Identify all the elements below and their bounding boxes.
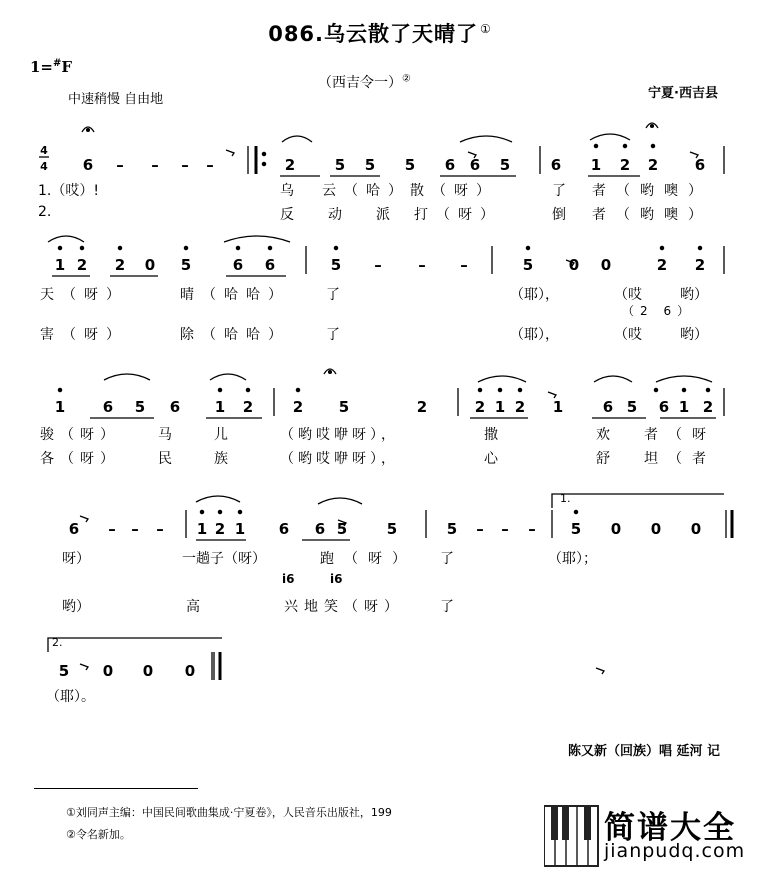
octave-dot <box>238 510 241 513</box>
lyric-2-5: 打（呀） <box>414 207 502 223</box>
octave-dot <box>118 246 121 249</box>
fermata-dot <box>651 125 654 128</box>
lyric-5-5: 撒 <box>484 427 498 443</box>
note: – <box>131 520 139 538</box>
note: 5 <box>499 156 511 174</box>
slur <box>590 134 630 140</box>
note: 2 <box>656 256 668 274</box>
octave-dot <box>498 388 501 391</box>
lyric-3-3: 了 <box>326 287 340 303</box>
tempo-marking: 中速稍慢 自由地 <box>68 92 164 107</box>
fermata-dot <box>329 371 332 374</box>
note: 2 <box>284 156 296 174</box>
octave-dot <box>651 144 654 147</box>
octave-dot <box>660 246 663 249</box>
note: 2 <box>292 398 304 416</box>
slur <box>210 374 246 380</box>
note: 1 <box>234 520 246 538</box>
note: 5 <box>58 662 70 680</box>
lyric-2-6: 倒 <box>552 207 566 223</box>
octave-dot <box>218 510 221 513</box>
note: – <box>460 256 468 274</box>
key-signature: 1=#F <box>30 58 73 76</box>
lyric-8-3: 兴地笑（呀） <box>284 599 404 615</box>
lyric-4-2: 除（哈哈） <box>180 327 290 343</box>
note: 5 <box>570 520 582 538</box>
note: 1 <box>494 398 506 416</box>
note: 5 <box>386 520 398 538</box>
lyric-3-6: 哟） <box>680 287 708 303</box>
lyric-6-6: 舒 <box>596 451 610 467</box>
lyric-7-2: 一趟子（呀） <box>182 551 266 567</box>
slur <box>196 496 240 502</box>
note: 0 <box>102 662 114 680</box>
lyric-7-1: 呀） <box>62 551 90 567</box>
octave-dot <box>654 388 657 391</box>
note: 5 <box>404 156 416 174</box>
octave-dot <box>184 246 187 249</box>
lyric-5-1: 骏（呀） <box>40 427 120 443</box>
note: 5 <box>522 256 534 274</box>
note: 0 <box>142 662 154 680</box>
grace-mark <box>80 664 88 670</box>
note: 6 <box>68 520 80 538</box>
note: 2 <box>619 156 631 174</box>
note: 5 <box>134 398 146 416</box>
lyric-4-1: 害（呀） <box>40 327 128 343</box>
note: – <box>181 156 189 174</box>
grace-mark <box>226 150 234 156</box>
volta-1-bracket <box>552 494 724 508</box>
note: 1 <box>54 398 66 416</box>
note: 0 <box>690 520 702 538</box>
watermark-url: jianpudq.com <box>604 840 746 862</box>
lyric-3-5: （哎 <box>614 287 642 303</box>
lyric-3-1: 天（呀） <box>40 287 128 303</box>
octave-dot <box>268 246 271 249</box>
octave-dot <box>246 388 249 391</box>
lyric-5-3: 儿 <box>214 427 228 443</box>
lyric-9-1: （耶）。 <box>46 689 95 705</box>
note: 2 <box>702 398 714 416</box>
time-sig-top: 4 <box>40 144 48 157</box>
slur <box>48 236 84 242</box>
alt-notes: （2 6） <box>622 304 696 318</box>
note: 2 <box>416 398 428 416</box>
lyric-5-7: 者（呀 <box>644 427 716 443</box>
time-sig-bottom: 4 <box>40 160 48 173</box>
note: 6 <box>264 256 276 274</box>
volta-1-label: 1. <box>560 492 571 505</box>
note: 2 <box>694 256 706 274</box>
fermata-dot <box>87 129 90 132</box>
note: 5 <box>626 398 638 416</box>
octave-dot <box>334 246 337 249</box>
note: 5 <box>364 156 376 174</box>
note: 5 <box>338 398 350 416</box>
note: 0 <box>600 256 612 274</box>
lyric-2-7: 者（哟噢） <box>592 207 712 223</box>
lyric-1-4: 了 <box>552 183 566 199</box>
volta-2-label: 2. <box>52 636 63 649</box>
note: – <box>151 156 159 174</box>
slur <box>282 136 312 142</box>
subtitle: （西吉令一）② <box>318 73 411 91</box>
alt-note-b: i6 <box>330 572 343 586</box>
octave-dot <box>58 246 61 249</box>
lyric-8-2: 高 <box>186 599 200 615</box>
repeat-dot <box>262 162 265 165</box>
note: 2 <box>114 256 126 274</box>
lyric-6-1: 各（呀） <box>40 451 120 467</box>
repeat-dot <box>262 152 265 155</box>
note: – <box>501 520 509 538</box>
note: 5 <box>334 156 346 174</box>
note: 2 <box>214 520 226 538</box>
note: 2 <box>514 398 526 416</box>
note: – <box>374 256 382 274</box>
octave-dot <box>706 388 709 391</box>
slur <box>224 236 290 242</box>
octave-dot <box>478 388 481 391</box>
lyric-6-7: 坦（者 <box>644 451 716 467</box>
note: – <box>116 156 124 174</box>
note: 1 <box>214 398 226 416</box>
note: 6 <box>82 156 94 174</box>
octave-dot <box>218 388 221 391</box>
lyric-7-5: （耶）； <box>548 551 597 567</box>
slur <box>104 374 150 380</box>
note: 5 <box>336 520 348 538</box>
note: 6 <box>278 520 290 538</box>
note: 6 <box>169 398 181 416</box>
lyric-3-2: 晴（哈哈） <box>180 287 290 303</box>
grace-mark <box>596 668 604 674</box>
octave-dot <box>200 510 203 513</box>
lyric-2-2: 反 <box>280 207 294 223</box>
lyric-8-1: 哟） <box>62 599 90 615</box>
lyric-8-4: 了 <box>440 599 454 615</box>
alt-note-a: i6 <box>282 572 295 586</box>
lyric-6-3: 族 <box>214 451 228 467</box>
note: 0 <box>568 256 580 274</box>
octave-dot <box>518 388 521 391</box>
lyric-4-6: 哟） <box>680 327 708 343</box>
octave-dot <box>623 144 626 147</box>
note: – <box>528 520 536 538</box>
credit: 陈又新（回族）唱 延河 记 <box>567 744 720 759</box>
octave-dot <box>236 246 239 249</box>
octave-dot <box>574 510 577 513</box>
grace-mark <box>80 516 88 522</box>
note: 6 <box>102 398 114 416</box>
note: 6 <box>232 256 244 274</box>
slur <box>656 376 712 382</box>
lyric-3-4: （耶）， <box>510 287 559 303</box>
note: 6 <box>658 398 670 416</box>
note: 6 <box>444 156 456 174</box>
song-title: 086.乌云散了天晴了 ① <box>268 22 492 46</box>
note: – <box>156 520 164 538</box>
note: 2 <box>474 398 486 416</box>
lyric-6-4: （哟哎咿呀）， <box>280 451 399 467</box>
note: 1 <box>678 398 690 416</box>
lyric-1-3: 云（哈）散（呀） <box>322 183 498 199</box>
note: – <box>418 256 426 274</box>
octave-dot <box>80 246 83 249</box>
octave-dot <box>296 388 299 391</box>
octave-dot <box>594 144 597 147</box>
lyric-4-5: （哎 <box>614 327 642 343</box>
note: – <box>476 520 484 538</box>
octave-dot <box>682 388 685 391</box>
note: 5 <box>180 256 192 274</box>
note: 0 <box>144 256 156 274</box>
note: 2 <box>76 256 88 274</box>
slur <box>594 376 632 382</box>
lyric-2-1: 2. <box>38 204 52 220</box>
lyric-5-4: （哟哎咿呀）， <box>280 427 399 443</box>
note: 6 <box>314 520 326 538</box>
region: 宁夏·西吉县 <box>648 86 718 101</box>
footnote-rule <box>34 788 198 789</box>
octave-dot <box>698 246 701 249</box>
note: 6 <box>694 156 706 174</box>
volta-2-bracket <box>48 638 222 652</box>
lyric-2-4: 派 <box>376 207 390 223</box>
lyric-1-2: 乌 <box>280 183 294 199</box>
note: 1 <box>54 256 66 274</box>
footnote-1: ①刘同声主编：中国民间歌曲集成·宁夏卷》，人民音乐出版社，199 <box>66 806 392 819</box>
lyric-5-6: 欢 <box>596 427 610 443</box>
note: 0 <box>610 520 622 538</box>
slur <box>478 376 526 382</box>
note: 5 <box>330 256 342 274</box>
note: 0 <box>184 662 196 680</box>
note: 6 <box>602 398 614 416</box>
lyric-5-2: 马 <box>158 427 172 443</box>
lyric-2-3: 动 <box>328 207 342 223</box>
octave-dot <box>58 388 61 391</box>
slur <box>460 136 512 142</box>
lyric-6-5: 心 <box>484 451 498 467</box>
lyric-4-3: 了 <box>326 327 340 343</box>
lyric-7-3: 跑（呀） <box>320 551 416 567</box>
footnote-2: ②令名新加。 <box>66 828 131 841</box>
note: 1 <box>552 398 564 416</box>
lyric-7-4: 了 <box>440 551 454 567</box>
note: 0 <box>650 520 662 538</box>
slur <box>318 498 362 504</box>
lyric-1-5: 者（哟噢） <box>592 183 712 199</box>
note: – <box>206 156 214 174</box>
note: 1 <box>590 156 602 174</box>
note: 2 <box>242 398 254 416</box>
lyric-6-2: 民 <box>158 451 172 467</box>
watermark-title: 简谱大全 <box>604 810 736 846</box>
octave-dot <box>526 246 529 249</box>
note: 5 <box>446 520 458 538</box>
note: 6 <box>469 156 481 174</box>
note: 6 <box>550 156 562 174</box>
lyric-4-4: （耶）， <box>510 327 559 343</box>
note: – <box>108 520 116 538</box>
lyric-1-1: 1.（哎）! <box>38 183 99 199</box>
note: 1 <box>196 520 208 538</box>
note: 2 <box>647 156 659 174</box>
